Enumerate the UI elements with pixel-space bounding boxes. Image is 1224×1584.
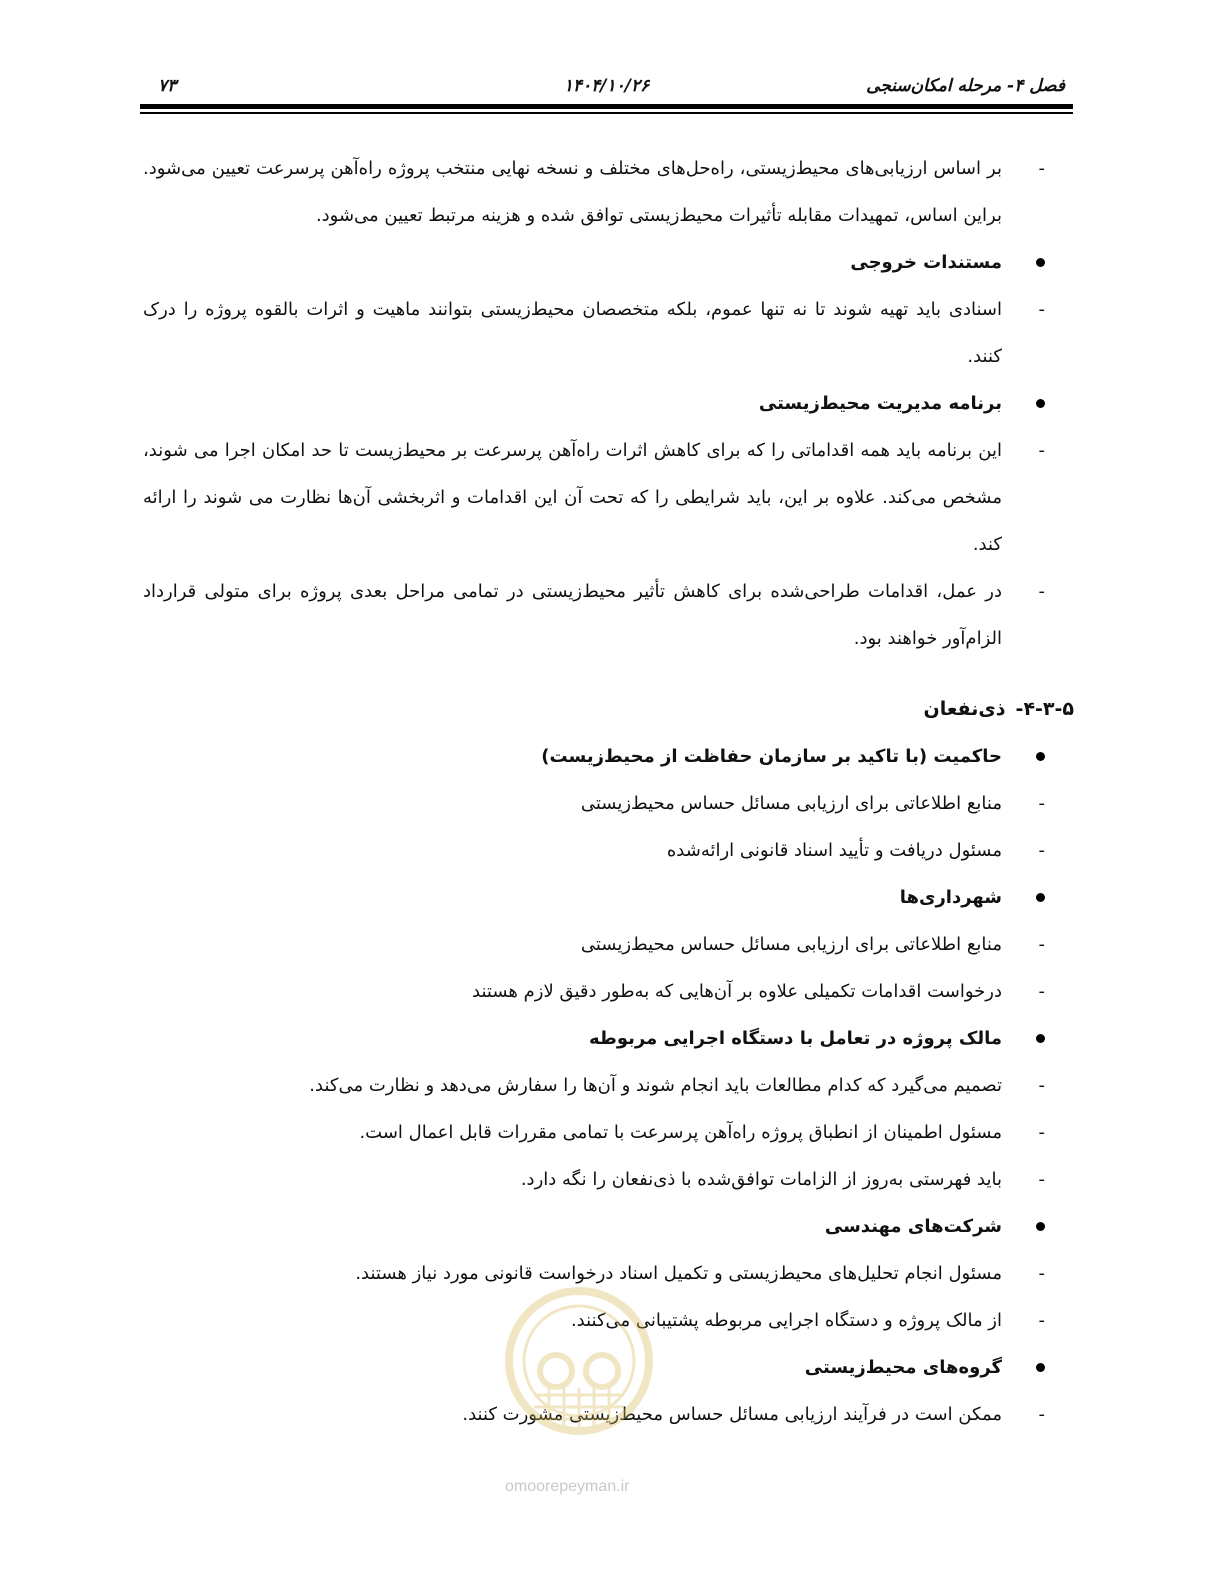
dash-item: [143, 1156, 1074, 1203]
bullet-text: گروه‌های محیط‌زیستی: [804, 1357, 1002, 1378]
watermark-logo-icon: [504, 1283, 654, 1453]
bullet-text: شرکت‌های مهندسی: [824, 1216, 1002, 1237]
dash-item: [143, 568, 1074, 662]
bullet-heading: [143, 239, 1074, 286]
dash-text: بر اساس ارزیابی‌های محیط‌زیستی، راه‌حل‌های مختلف و نسخه نهایی منتخب پروژه راه‌آهن پرسرعت تعیین می‌شود. براین اساس، تمهیدات مقابله تأثیرات محیط‌زیستی توافق شده و هزینه مرتبط تعیین می‌شود.: [143, 158, 1002, 226]
dash-text: مسئول اطمینان از انطباق پروژه راه‌آهن پرسرعت با تمامی مقررات قابل اعمال است.: [359, 1122, 1002, 1143]
bullet-text: مستندات خروجی: [850, 252, 1002, 273]
watermark-site: omoorepeyman.ir: [505, 1478, 630, 1495]
bullet-icon: [1036, 258, 1045, 267]
dash-text: در عمل، اقدامات طراحی‌شده برای کاهش تأثیر محیط‌زیستی در تمامی مراحل بعدی پروژه برای متولی قرارداد الزام‌آور خواهند بود.: [143, 581, 1002, 649]
dash-text: منابع اطلاعاتی برای ارزیابی مسائل حساس محیط‌زیستی: [580, 934, 1002, 955]
section-number: ۴-۳-۵-: [1015, 698, 1074, 720]
page-header: [140, 72, 1073, 102]
dash-item: [143, 968, 1074, 1015]
bullet-icon: [1036, 1222, 1045, 1231]
dash-marker: -: [1038, 440, 1045, 461]
bullet-heading: [143, 1015, 1074, 1062]
dash-marker: -: [1038, 934, 1045, 955]
dash-item: [143, 780, 1074, 827]
chapter-title: فصل ۴- مرحله امکان‌سنجی: [866, 76, 1065, 96]
dash-item: [143, 827, 1074, 874]
dash-marker: -: [1038, 581, 1045, 602]
bullet-icon: [1036, 399, 1045, 408]
dash-text: از مالک پروژه و دستگاه اجرایی مربوطه پشتیبانی می‌کنند.: [570, 1310, 1002, 1331]
bullet-icon: [1036, 752, 1045, 761]
bullet-text: مالک پروژه در تعامل با دستگاه اجرایی مربوطه: [589, 1028, 1002, 1049]
bullet-heading: [143, 733, 1074, 780]
page-body: [143, 145, 1074, 1438]
dash-marker: -: [1038, 158, 1045, 179]
dash-item: [143, 1062, 1074, 1109]
dash-marker: -: [1038, 1075, 1045, 1096]
bullet-icon: [1036, 1363, 1045, 1372]
dash-text: مسئول دریافت و تأیید اسناد قانونی ارائه‌شده: [666, 840, 1002, 861]
section-title: ذی‌نفعان: [923, 698, 1006, 720]
dash-marker: -: [1038, 299, 1045, 320]
bullet-icon: [1036, 893, 1045, 902]
dash-marker: -: [1038, 1169, 1045, 1190]
dash-text: تصمیم می‌گیرد که کدام مطالعات باید انجام شوند و آن‌ها را سفارش می‌دهد و نظارت می‌کند.: [309, 1075, 1002, 1096]
dash-marker: -: [1038, 1263, 1045, 1284]
dash-marker: -: [1038, 1122, 1045, 1143]
dash-marker: -: [1038, 840, 1045, 861]
page-number: ۷۳: [158, 76, 177, 96]
header-rule-thin: [140, 112, 1073, 114]
bullet-heading: [143, 380, 1074, 427]
dash-item: [143, 1109, 1074, 1156]
dash-text: مسئول انجام تحلیل‌های محیط‌زیستی و تکمیل اسناد درخواست قانونی مورد نیاز هستند.: [355, 1263, 1002, 1284]
bullet-text: حاکمیت (با تاکید بر سازمان حفاظت از محیط‌زیست): [541, 746, 1002, 767]
dash-text: درخواست اقدامات تکمیلی علاوه بر آن‌هایی که به‌طور دقیق لازم هستند: [472, 981, 1002, 1002]
dash-item: [143, 286, 1074, 380]
dash-text: منابع اطلاعاتی برای ارزیابی مسائل حساس محیط‌زیستی: [580, 793, 1002, 814]
section-heading: [143, 686, 1074, 733]
bullet-text: برنامه مدیریت محیط‌زیستی: [758, 393, 1002, 414]
dash-text: اسنادی باید تهیه شوند تا نه تنها عموم، بلکه متخصصان محیط‌زیستی بتوانند ماهیت و اثرات بالقوه پروژه را درک کنند.: [143, 299, 1002, 367]
dash-item: [143, 921, 1074, 968]
bullet-heading: [143, 1203, 1074, 1250]
dash-item: [143, 427, 1074, 568]
dash-marker: -: [1038, 1404, 1045, 1425]
dash-item: [143, 145, 1074, 239]
header-rule-thick: [140, 104, 1073, 109]
dash-text: ممکن است در فرآیند ارزیابی مسائل حساس محیط‌زیستی مشورت کنند.: [462, 1404, 1002, 1425]
dash-marker: -: [1038, 981, 1045, 1002]
bullet-text: شهرداری‌ها: [899, 887, 1002, 908]
dash-marker: -: [1038, 1310, 1045, 1331]
dash-text: باید فهرستی به‌روز از الزامات توافق‌شده با ذی‌نفعان را نگه دارد.: [520, 1169, 1002, 1190]
bullet-icon: [1036, 1034, 1045, 1043]
bullet-heading: [143, 874, 1074, 921]
dash-text: این برنامه باید همه اقداماتی را که برای کاهش اثرات راه‌آهن پرسرعت بر محیط‌زیست تا حد امکان اجرا می شوند، مشخص می‌کند. علاوه بر این، باید شرایطی را که تحت آن این اقدامات و اثربخشی آن‌ها نظارت می شوند را ارائه کند.: [143, 440, 1002, 555]
header-date: ۱۴۰۴/۱۰/۲۶: [563, 76, 650, 96]
dash-marker: -: [1038, 793, 1045, 814]
